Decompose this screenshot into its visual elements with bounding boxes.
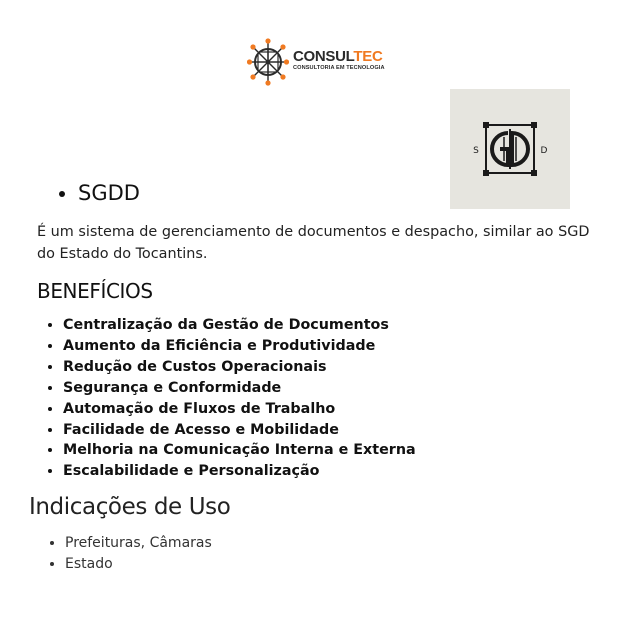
product-title: • SGDD	[78, 179, 140, 207]
sgdd-logo-mark-icon	[450, 89, 570, 209]
logo-text	[293, 49, 385, 71]
brand-name-part2: TEC	[353, 48, 383, 65]
list-item: • Melhoria na Comunicação Interna e Externa	[63, 440, 416, 461]
image-caption-right: D	[540, 146, 548, 156]
uses-list	[47, 533, 212, 575]
benefits-heading: BENEFÍCIOS	[37, 279, 153, 303]
image-caption-left: S	[473, 146, 479, 156]
company-logo	[247, 37, 392, 87]
product-description: É um sistema de gerenciamento de documentos e despacho, similar ao SGD do Estado do Tocantins.	[37, 224, 590, 262]
product-image	[450, 89, 570, 209]
list-item: • Escalabilidade e Personalização	[63, 461, 416, 482]
list-item: • Estado	[65, 554, 212, 575]
list-item: • Automação de Fluxos de Trabalho	[63, 399, 416, 420]
list-item: • Segurança e Conformidade	[63, 378, 416, 399]
benefits-list	[45, 315, 416, 482]
brand-tagline: CONSULTORIA EM TECNOLOGIA	[293, 65, 385, 71]
list-item: • Prefeituras, Câmaras	[65, 533, 212, 554]
network-globe-icon	[247, 37, 289, 87]
list-item: • Centralização da Gestão de Documentos	[63, 315, 416, 336]
uses-heading: Indicações de Uso	[29, 494, 231, 520]
list-item: • Redução de Custos Operacionais	[63, 357, 416, 378]
list-item: • Aumento da Eficiência e Produtividade	[63, 336, 416, 357]
brand-name-part1: CONSUL	[293, 48, 354, 65]
list-item: • Facilidade de Acesso e Mobilidade	[63, 420, 416, 441]
product-title-list	[52, 179, 140, 207]
brand-name	[293, 49, 385, 64]
